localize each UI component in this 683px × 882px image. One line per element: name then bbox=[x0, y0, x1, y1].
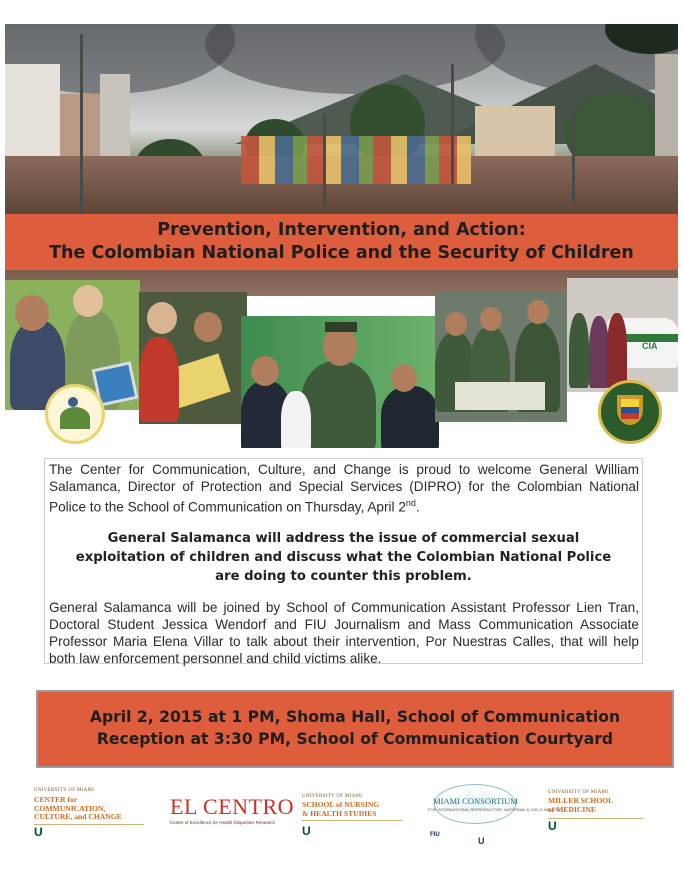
c3-um-label: UNIVERSITY OF MIAMI bbox=[34, 788, 95, 793]
medicine-line-1: MILLER SCHOOL bbox=[548, 796, 614, 805]
consortium-name: MIAMI CONSORTIUM bbox=[433, 796, 518, 806]
por-nuestras-calles-logo bbox=[45, 384, 105, 444]
c3-line-2: COMMUNICATION, bbox=[34, 803, 106, 813]
photo-officer-children bbox=[241, 316, 439, 448]
title-banner bbox=[5, 214, 678, 270]
fiu-label: FIU bbox=[430, 832, 440, 838]
event-line-1: April 2, 2015 at 1 PM, Shoma Hall, School of Communication bbox=[89, 708, 621, 726]
photo-officers-table bbox=[435, 292, 567, 422]
c3-line-3: CULTURE, and CHANGE bbox=[34, 812, 122, 822]
description-box bbox=[44, 458, 643, 664]
photo-kids-boardgame bbox=[139, 292, 247, 424]
um-u-icon: U bbox=[302, 824, 311, 839]
intro-superscript: nd bbox=[405, 498, 416, 508]
joined-paragraph: General Salamanca will be joined by School of Communication Assistant Professor Lien Tran, Doctoral Student Jessica Wendorf and FIU Journalism and Mass Communication Associate Professor Maria Elena Villar to talk about their intervention, Por Nuestras Calles, that will help both law enforcement personnel and child victims alike. bbox=[49, 600, 639, 666]
nursing-line-2: & HEALTH STUDIES bbox=[302, 808, 377, 818]
sponsor-logos bbox=[0, 782, 683, 852]
um-u-icon: U bbox=[34, 824, 43, 839]
intro-paragraph bbox=[49, 461, 639, 516]
consortium-subtitle: FOR INTERNATIONAL REPRODUCTIVE, MATERNAL & CHILD HEALTH bbox=[428, 807, 560, 812]
um-u-icon: U bbox=[478, 836, 485, 846]
nursing-logo bbox=[302, 794, 412, 838]
nursing-um-label: UNIVERSITY OF MIAMI bbox=[302, 794, 363, 799]
hero-photo bbox=[5, 24, 678, 214]
intro-text: The Center for Communication, Culture, and Change is proud to welcome General William Salamanca, Director of Protection and Special Services (DIPRO) for the Colombian National Police to the School of Communication on Thursday, April 2 bbox=[49, 462, 639, 515]
title-line-1: Prevention, Intervention, and Action: bbox=[157, 220, 526, 240]
highlight-line-1: General Salamanca will address the issue of commercial sexual bbox=[107, 531, 580, 546]
medicine-line-2: of MEDICINE bbox=[548, 804, 596, 814]
el-centro-subtitle: Center of Excellence for Health Disparities Research bbox=[170, 820, 276, 825]
um-u-icon: U bbox=[548, 819, 557, 834]
highlight-line-2: exploitation of children and discuss what the Colombian National Police bbox=[75, 550, 612, 565]
nursing-line-1: SCHOOL of NURSING bbox=[302, 800, 380, 809]
medicine-um-label: UNIVERSITY OF MIAMI bbox=[548, 790, 609, 795]
miami-consortium-logo bbox=[428, 784, 560, 846]
c3-line-1: CENTER for bbox=[34, 795, 78, 804]
highlight-statement bbox=[45, 529, 642, 586]
mural-wall bbox=[241, 136, 471, 184]
el-centro-name: EL CENTRO bbox=[170, 794, 295, 819]
photo-collage bbox=[5, 270, 678, 448]
highlight-line-3: are doing to counter this problem. bbox=[215, 569, 472, 584]
photo-police-truck bbox=[567, 278, 678, 392]
title-line-2: The Colombian National Police and the Security of Children bbox=[49, 243, 634, 263]
event-details-box bbox=[36, 690, 674, 768]
el-centro-logo bbox=[170, 794, 294, 825]
event-line-2: Reception at 3:30 PM, School of Communication Courtyard bbox=[96, 730, 614, 748]
police-shield-logo bbox=[598, 380, 662, 444]
c3-logo bbox=[34, 788, 152, 839]
miller-medicine-logo bbox=[548, 790, 658, 833]
intro-period: . bbox=[415, 499, 420, 515]
truck-label: CIA bbox=[642, 341, 658, 351]
